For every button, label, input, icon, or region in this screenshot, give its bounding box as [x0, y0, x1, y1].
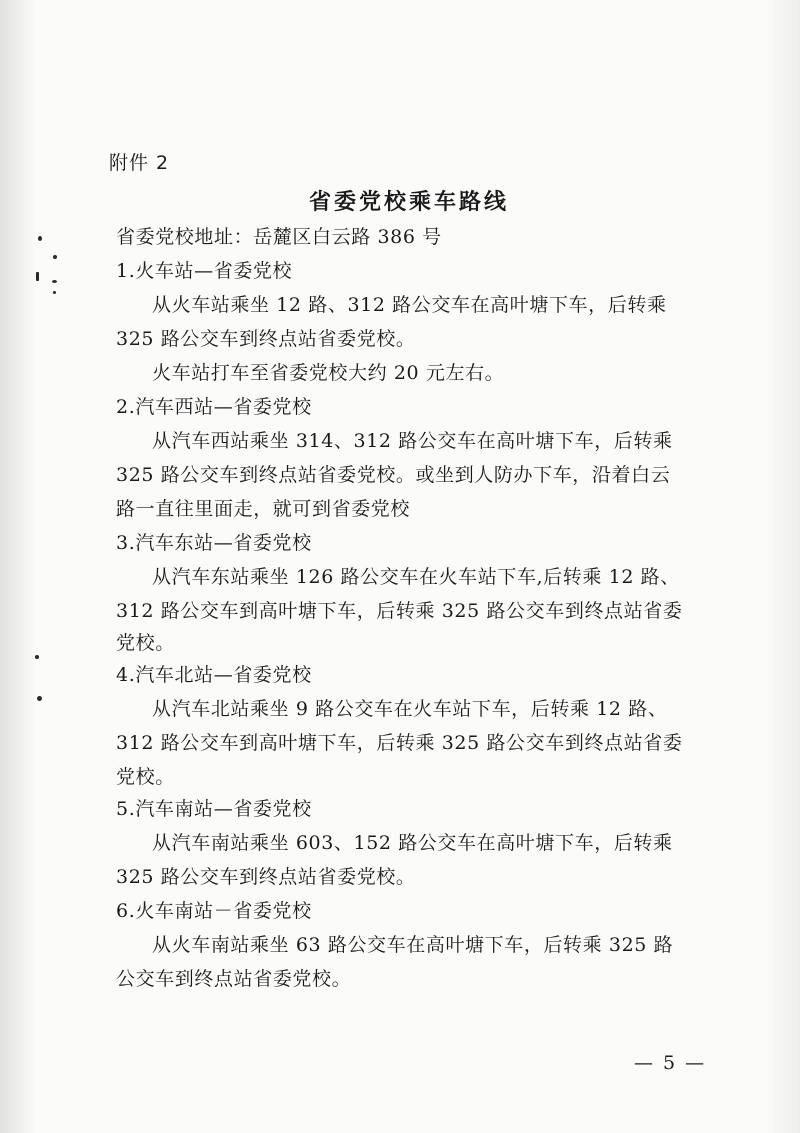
route-heading: 5.汽车南站—省委党校 [116, 798, 312, 820]
scan-speck [52, 280, 57, 283]
route-text-line: 从汽车南站乘坐 603、152 路公交车在高叶塘下车，后转乘 [152, 832, 673, 854]
attachment-label: 附件 2 [109, 152, 170, 174]
route-text-line: 路一直往里面走，就可到省委党校 [116, 498, 411, 520]
route-text-line: 从汽车东站乘坐 126 路公交车在火车站下车,后转乘 12 路、 [152, 566, 680, 588]
route-heading: 6.火车南站－省委党校 [116, 900, 312, 922]
document-title: 省委党校乘车路线 [308, 190, 509, 215]
route-text-line: 从汽车西站乘坐 314、312 路公交车在高叶塘下车，后转乘 [152, 430, 673, 452]
scan-speck [35, 655, 39, 659]
route-text-line: 公交车到终点站省委党校。 [116, 968, 352, 990]
route-heading: 1.火车站—省委党校 [116, 260, 293, 282]
route-text-line: 党校。 [116, 766, 175, 788]
page-number: — 5 — [634, 1052, 707, 1074]
route-heading: 4.汽车北站—省委党校 [116, 664, 312, 686]
route-heading: 2.汽车西站—省委党校 [116, 396, 312, 418]
route-text-line: 325 路公交车到终点站省委党校。或坐到人防办下车，沿着白云 [116, 464, 671, 486]
route-text-line: 325 路公交车到终点站省委党校。 [116, 328, 416, 350]
route-text-line: 党校。 [116, 632, 175, 654]
scan-speck [53, 255, 57, 259]
address-line: 省委党校地址：岳麓区白云路 386 号 [116, 226, 442, 248]
scan-speck [38, 236, 42, 241]
route-text-line: 从火车站乘坐 12 路、312 路公交车在高叶塘下车，后转乘 [152, 294, 667, 316]
route-text-line: 325 路公交车到终点站省委党校。 [116, 866, 416, 888]
scan-shadow-left [0, 0, 36, 1133]
scan-shadow-right [764, 0, 800, 1133]
scan-speck [37, 696, 42, 701]
scan-speck [53, 291, 56, 294]
route-heading: 3.汽车东站—省委党校 [116, 532, 312, 554]
route-text-line: 312 路公交车到高叶塘下车，后转乘 325 路公交车到终点站省委 [116, 732, 683, 754]
route-text-line: 312 路公交车到高叶塘下车，后转乘 325 路公交车到终点站省委 [116, 600, 683, 622]
route-text-line: 火车站打车至省委党校大约 20 元左右。 [152, 362, 505, 384]
route-text-line: 从火车南站乘坐 63 路公交车在高叶塘下车，后转乘 325 路 [152, 934, 674, 956]
route-text-line: 从汽车北站乘坐 9 路公交车在火车站下车，后转乘 12 路、 [152, 698, 668, 720]
scan-speck [36, 272, 39, 281]
